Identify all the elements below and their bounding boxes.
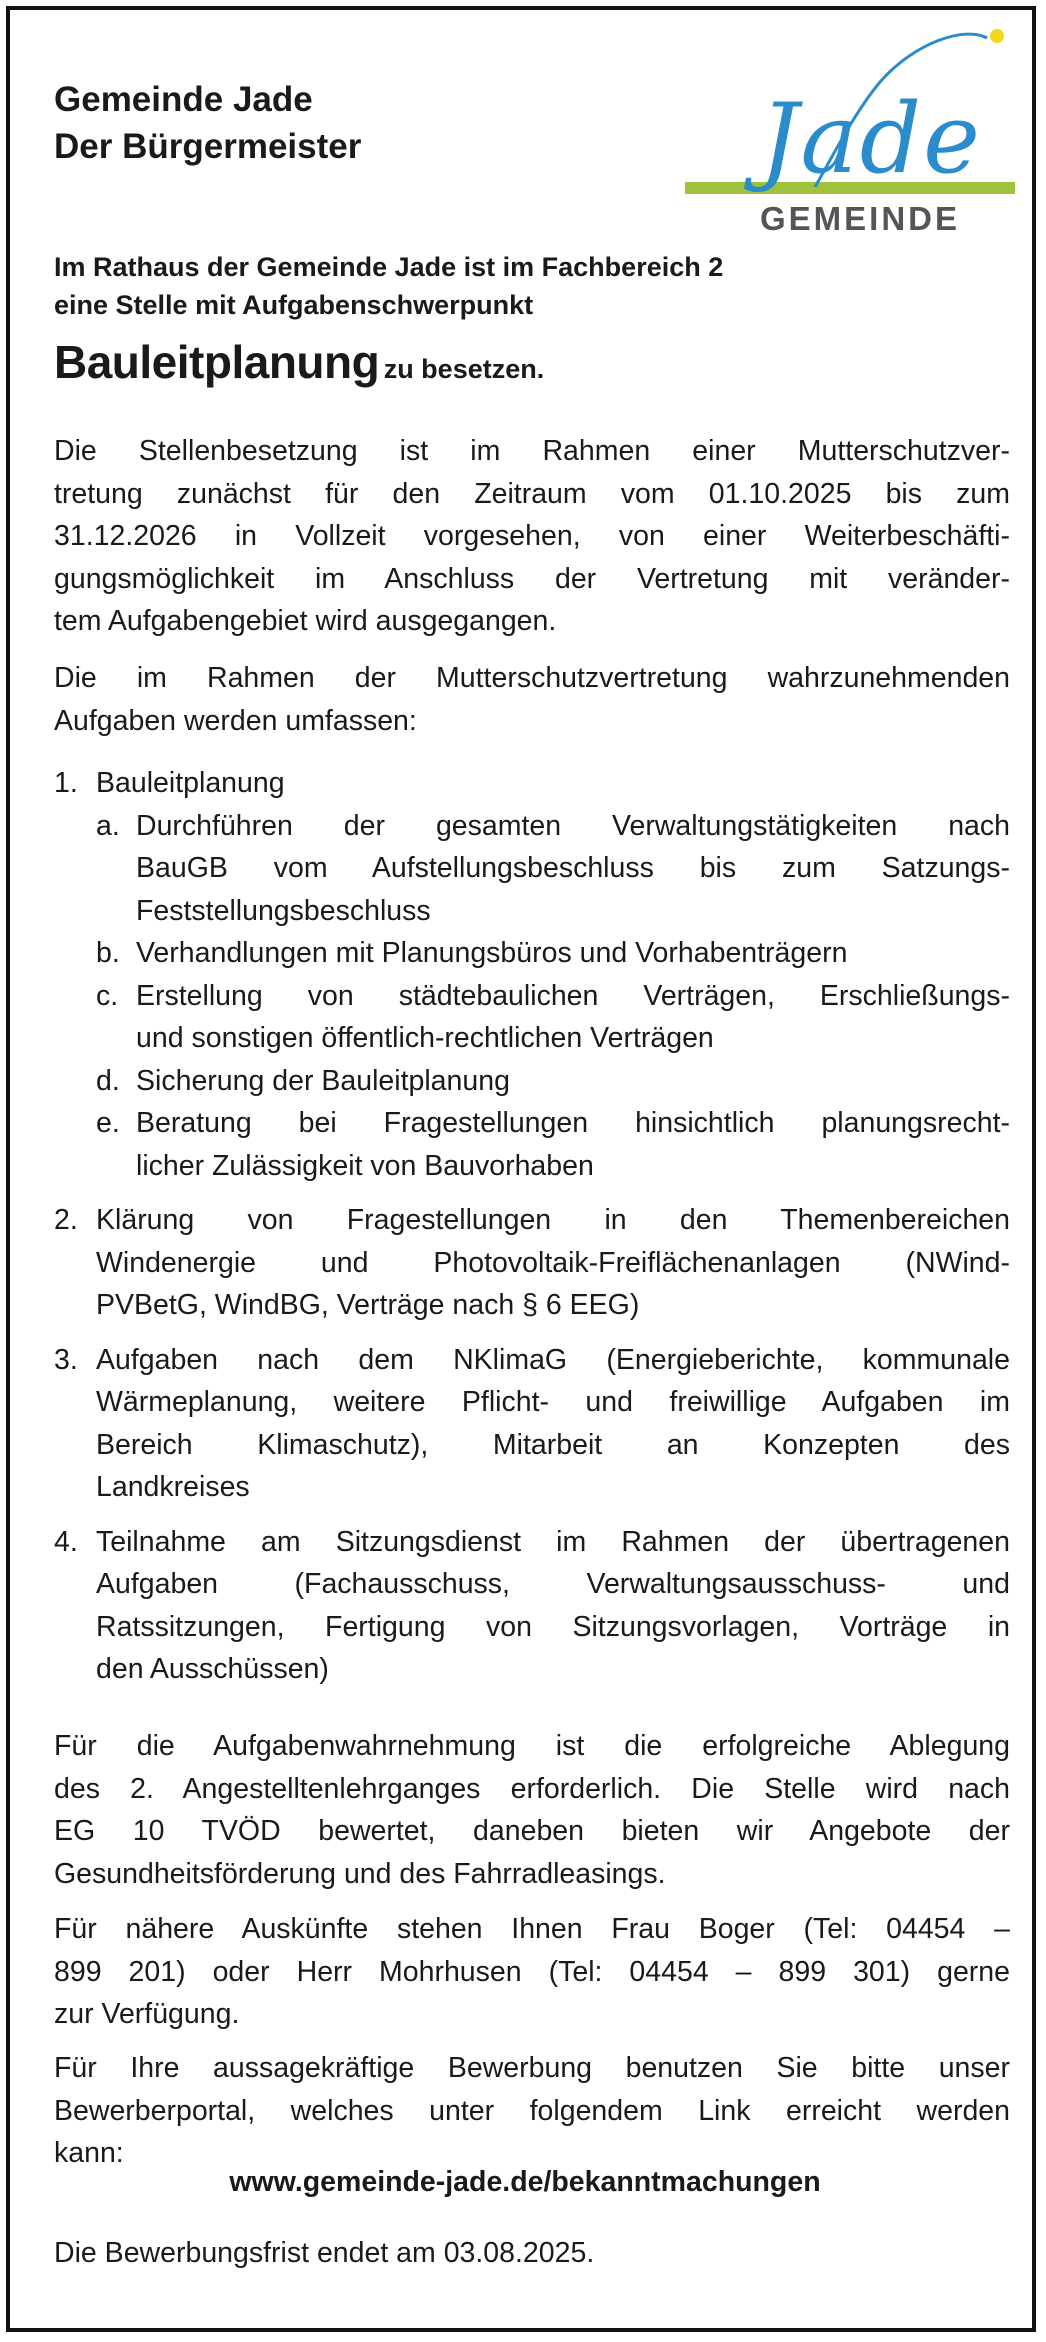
task-list — [54, 762, 1010, 1691]
text-line: BauGB vom Aufstellungsbeschluss bis zum Satzungs- — [136, 852, 1010, 884]
subtask-letter: e. — [96, 1107, 120, 1139]
subtask-d — [96, 1060, 1010, 1103]
text-line: Sicherung der Bauleitplanung — [136, 1064, 510, 1097]
application-deadline — [54, 2232, 1010, 2275]
text-line: Gesundheitsförderung und des Fahrradleasings. — [54, 1857, 666, 1890]
subtask-letter: b. — [96, 937, 120, 969]
position-headline — [54, 335, 544, 389]
text-line: Durchführen der gesamten Verwaltungstätigkeiten nach — [136, 809, 1010, 842]
subtask-letter: a. — [96, 809, 120, 842]
text-line: Für nähere Auskünfte stehen Ihnen Frau Boger (Tel: 04454 – — [54, 1913, 1010, 1945]
text-line: Aufgaben nach dem NKlimaG (Energieberichte, kommunale — [96, 1343, 1010, 1376]
subtask-a — [96, 805, 1010, 933]
job-ad-frame — [6, 6, 1036, 2332]
org-office: Der Bürgermeister — [54, 127, 362, 166]
deadline-text: Die Bewerbungsfrist endet am 03.08.2025. — [54, 2237, 595, 2269]
text-line: tem Aufgabengebiet wird ausgegangen. — [54, 605, 557, 637]
text-line: PVBetG, WindBG, Verträge nach § 6 EEG) — [96, 1289, 640, 1321]
text-line: den Ausschüssen) — [96, 1653, 329, 1685]
subtask-b — [96, 932, 1010, 975]
text-line: zur Verfügung. — [54, 1998, 240, 2030]
text-line: Aufgaben werden umfassen: — [54, 704, 417, 737]
paragraph-contacts — [54, 1908, 1010, 2036]
task-title: Bauleitplanung — [96, 767, 285, 799]
text-line: Für Ihre aussagekräftige Bewerbung benutzen Sie bitte unser — [54, 2052, 1010, 2084]
intro-text — [54, 248, 723, 324]
paragraph-application — [54, 2047, 1010, 2175]
text-line: Bewerberportal, welches unter folgendem Link erreicht werden — [54, 2094, 1010, 2127]
text-line: Verhandlungen mit Planungsbüros und Vorhabenträgern — [136, 937, 848, 969]
organization-heading — [54, 76, 361, 170]
intro-line-1: Im Rathaus der Gemeinde Jade ist im Fachbereich 2 — [54, 252, 724, 282]
text-line: Beratung bei Fragestellungen hinsichtlich planungsrecht- — [136, 1107, 1010, 1139]
paragraph-employment-terms — [54, 430, 1010, 643]
application-portal-link[interactable]: www.gemeinde-jade.de/bekanntmachungen — [229, 2166, 821, 2198]
logo-label: GEMEINDE — [760, 200, 961, 237]
text-line: licher Zulässigkeit von Bauvorhaben — [136, 1149, 594, 1182]
text-line: Für die Aufgabenwahrnehmung ist die erfolgreiche Ablegung — [54, 1730, 1010, 1762]
text-line: des 2. Angestelltenlehrganges erforderlich. Die Stelle wird nach — [54, 1772, 1010, 1805]
text-line: Ratssitzungen, Fertigung von Sitzungsvorlagen, Vorträge in — [96, 1610, 1010, 1643]
task-number: 4. — [54, 1525, 78, 1558]
text-line: Die Stellenbesetzung ist im Rahmen einer Mutterschutzver- — [54, 435, 1010, 467]
text-line: Die im Rahmen der Mutterschutzvertretung wahrzunehmenden — [54, 662, 1010, 694]
text-line: Teilnahme am Sitzungsdienst im Rahmen der übertragenen — [96, 1525, 1010, 1558]
task-item-1 — [54, 762, 1010, 1187]
text-line: Landkreises — [96, 1471, 250, 1503]
subtask-letter: c. — [96, 979, 119, 1012]
text-line: und sonstigen öffentlich-rechtlichen Verträgen — [136, 1022, 714, 1054]
text-line: EG 10 TVÖD bewertet, daneben bieten wir Angebote der — [54, 1815, 1010, 1847]
text-line: kann: — [54, 2137, 124, 2169]
subtask-letter: d. — [96, 1064, 120, 1097]
position-title: Bauleitplanung — [54, 336, 380, 388]
org-name: Gemeinde Jade — [54, 80, 313, 119]
text-line: Klärung von Fragestellungen in den Themenbereichen — [96, 1204, 1010, 1236]
text-line: gungsmöglichkeit im Anschluss der Vertretung mit veränder- — [54, 562, 1010, 595]
text-line: Wärmeplanung, weitere Pflicht- und freiwillige Aufgaben im — [96, 1386, 1010, 1418]
subtask-e — [96, 1102, 1010, 1187]
task-item-3 — [54, 1339, 1010, 1509]
logo-script-text: Jade — [760, 83, 982, 195]
task-number: 3. — [54, 1343, 78, 1376]
position-suffix: zu besetzen. — [383, 354, 545, 384]
intro-line-2: eine Stelle mit Aufgabenschwerpunkt — [54, 290, 534, 320]
text-line: 31.12.2026 in Vollzeit vorgesehen, von einer Weiterbeschäfti- — [54, 520, 1010, 552]
text-line: Bereich Klimaschutz), Mitarbeit an Konzepten des — [96, 1428, 1010, 1461]
text-line: Windenergie und Photovoltaik-Freiflächenanlagen (NWind- — [96, 1246, 1010, 1279]
paragraph-requirements — [54, 1725, 1010, 1895]
text-line: Feststellungsbeschluss — [136, 894, 431, 927]
task-number: 2. — [54, 1204, 78, 1236]
text-line: Erstellung von städtebaulichen Verträgen, Erschließungs- — [136, 979, 1010, 1012]
paragraph-tasks-intro — [54, 657, 1010, 742]
text-line: tretung zunächst für den Zeitraum vom 01.10.2025 bis zum — [54, 477, 1010, 510]
subtask-c — [96, 975, 1010, 1060]
text-line: 899 201) oder Herr Mohrhusen (Tel: 04454 – 899 301) gerne — [54, 1955, 1010, 1988]
task-item-4 — [54, 1521, 1010, 1691]
task-number: 1. — [54, 767, 78, 799]
logo-yellow-dot — [990, 29, 1004, 43]
text-line: Aufgaben (Fachausschuss, Verwaltungsausschuss- und — [96, 1568, 1010, 1600]
task-item-2 — [54, 1199, 1010, 1327]
